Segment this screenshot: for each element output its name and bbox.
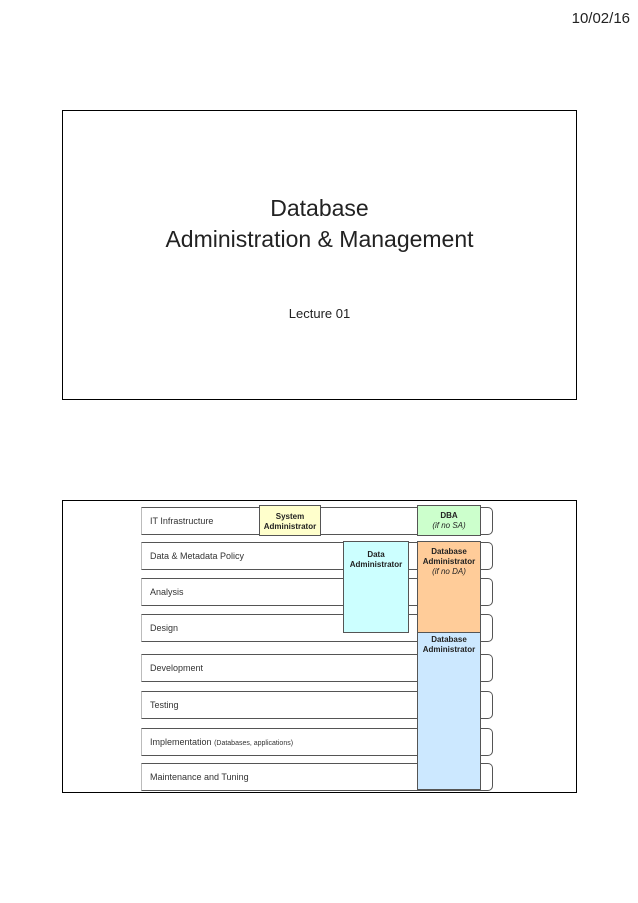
dba-if-no-sa-line-1: DBA	[440, 511, 458, 520]
slide-title	[63, 193, 576, 255]
row-label: Testing	[150, 700, 179, 710]
row-label	[150, 737, 293, 747]
row-label: Development	[150, 663, 204, 673]
system-administrator-box	[259, 505, 321, 536]
row-label: Data & Metadata Policy	[150, 551, 245, 561]
data-administrator-line-2: Administrator	[349, 560, 403, 569]
row-label: IT Infrastructure	[150, 516, 214, 526]
roles-diagram-slide	[62, 500, 577, 793]
page-date: 10/02/16	[571, 10, 630, 27]
database-administrator-if-no-da-box	[417, 541, 481, 633]
row-label: Design	[150, 623, 179, 633]
slide-title-line-2: Administration & Management	[165, 226, 474, 252]
slide-title-line-1: Database	[270, 195, 369, 221]
system-administrator-line-2: Administrator	[263, 522, 317, 531]
system-administrator-line-1: System	[275, 512, 305, 521]
database-administrator-if-no-da-line-3: (if no DA)	[432, 567, 466, 576]
data-administrator-box	[343, 541, 409, 633]
database-administrator-line-1: Database	[431, 635, 467, 644]
database-administrator-if-no-da-line-2: Administrator	[422, 557, 476, 566]
slide-subtitle: Lecture 01	[288, 306, 351, 321]
row-label: Analysis	[150, 587, 184, 597]
data-administrator-line-1: Data	[367, 550, 385, 559]
database-administrator-line-2: Administrator	[422, 645, 476, 654]
database-administrator-if-no-da-line-1: Database	[431, 547, 467, 556]
title-slide	[62, 110, 577, 400]
row-label: Maintenance and Tuning	[150, 772, 249, 782]
row-label-note: (Databases, applications)	[214, 740, 294, 747]
dba-if-no-sa-box	[417, 505, 481, 536]
row-label-main: Implementation	[150, 737, 212, 747]
dba-if-no-sa-line-2: (if no SA)	[432, 521, 466, 530]
database-administrator-box	[417, 632, 481, 790]
